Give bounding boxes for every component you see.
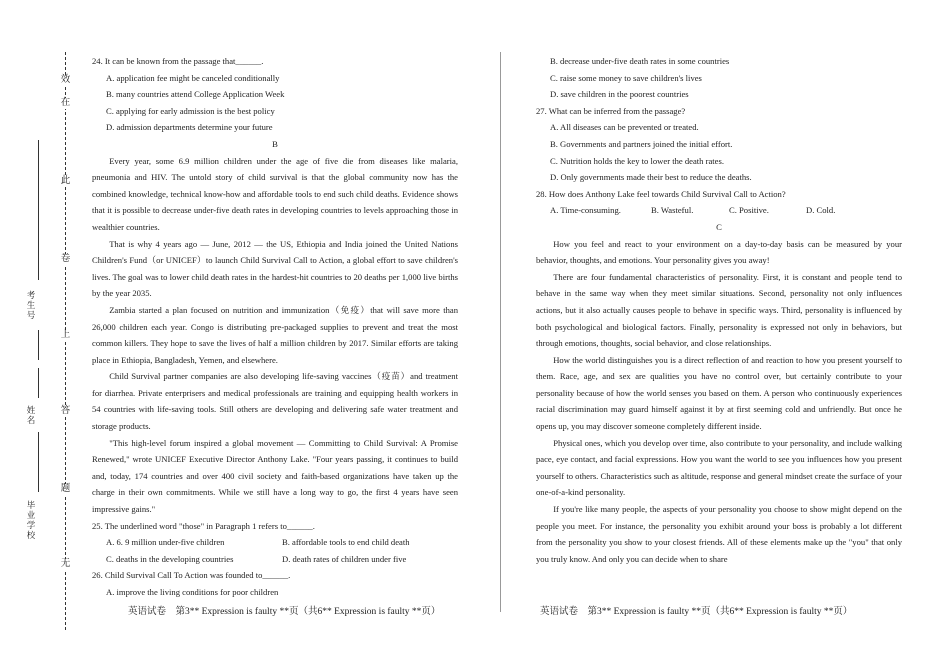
- passage-c-paragraph-4: Physical ones, which you develop over time, also contribute to your personality, and include walking pace, eye contact, and facial expressions. How you want the world to see you influences how you present yourself to others. Characteristics such as altitude, response and general mindset create the surface of your one-of-a-kind personality.: [536, 437, 902, 498]
- question-28-stem: 28. How does Anthony Lake feel towards Child Survival Call to Action?: [536, 188, 786, 199]
- question-24-stem: 24. It can be known from the passage that______.: [92, 56, 264, 66]
- passage-c-paragraph-2: There are four fundamental characteristics of personality. First, it is constant and people tend to behave in the same way when they meet similar situations. Second, personality not only influences actions, but it also actually causes people to behave in specific ways. Third, personality is influenced by both psychological and biological factors. Finally, personality is expressed not only in behaviors, but through emotions, thoughts, social behavior, and close relationships.: [536, 271, 902, 349]
- binding-fill-line: [38, 140, 39, 280]
- q24-option-c: C. applying for early admission is the best policy: [106, 105, 275, 116]
- q25-option-b: B. affordable tools to end child death: [282, 537, 410, 548]
- binding-char: 题: [60, 484, 71, 494]
- binding-fill-line: [38, 432, 39, 492]
- q26-option-b: B. decrease under-five death rates in some countries: [550, 56, 730, 66]
- left-column: [92, 53, 458, 601]
- binding-fill-line: [38, 330, 39, 360]
- passage-c-paragraph-3: How the world distinguishes you is a direct reflection of and reaction to how you present yourself to them. Race, age, and sex are qualities you have no control over, but certainly contribute to your personality because of how the world senses you based on them. A person who continuously experiences racial discrimination may guard himself against it by at first seeming cold and unfriendly. But once he opens up, you may discover someone completely different inside.: [536, 354, 902, 432]
- binding-char: 卷: [60, 254, 71, 264]
- binding-char: 答: [60, 406, 71, 416]
- q27-option-a: A. All diseases can be prevented or treated.: [550, 122, 699, 133]
- page-divider: [500, 52, 501, 612]
- passage-b-paragraph-2: That is why 4 years ago — June, 2012 — the US, Ethiopia and India joined the United Nations Children's Fund（or UNICEF）to launch Child Survival Call to Action, a global effort to save children's lives. The goal was to lower child death rates in the hardest-hit countries to 20 deaths per 1,000 live births by the year 2035.: [92, 238, 458, 299]
- school-label: 毕业学校: [26, 500, 36, 540]
- q28-options-row: [536, 202, 902, 219]
- page-footer-right: 英语试卷 第3** Expression is faulty **页（共6** Expression is faulty **页）: [540, 607, 853, 617]
- q25-option-d: D. death rates of children under five: [282, 553, 407, 564]
- binding-fill-line: [38, 368, 39, 398]
- q24-option-d: D. admission departments determine your future: [106, 122, 273, 133]
- question-26-stem: 26. Child Survival Call To Action was founded to______.: [92, 570, 291, 581]
- q24-option-a: A. application fee might be canceled conditionally: [106, 72, 280, 83]
- name-label: 姓名: [26, 405, 36, 425]
- binding-char: 无: [60, 559, 71, 569]
- question-25-stem: 25. The underlined word "those" in Paragraph 1 refers to______.: [92, 520, 315, 531]
- q26-option-c: C. raise some money to save children's lives: [550, 72, 702, 83]
- q28-option-d: D. Cold.: [806, 205, 836, 216]
- q27-option-c: C. Nutrition holds the key to lower the death rates.: [550, 155, 724, 166]
- binding-char: 此: [60, 176, 71, 186]
- q27-option-d: D. Only governments made their best to reduce the deaths.: [550, 172, 752, 183]
- passage-b-paragraph-4: Child Survival partner companies are also developing life-saving vaccines（疫苗）and treatment for diarrhea. Private enterprisers and medical professionals are training and equipping health workers in 54 countries with life-saving tools. Still others are developing and delivering safe water treatment and storage products.: [92, 371, 458, 432]
- passage-c-paragraph-5: If you're like many people, the aspects of your personality you choose to show might depend on the people you meet. For instance, the personality you exhibit around your boss is probably a lot different from the personality you show to your closest friends. All of these elements make up the "you" that only you truly know. And only you can decide when to share: [536, 504, 902, 564]
- q28-option-b: B. Wasteful.: [651, 205, 694, 216]
- binding-char: 效: [60, 75, 71, 85]
- q28-option-c: C. Positive.: [729, 205, 769, 216]
- q25-options-row: [92, 551, 458, 568]
- q25-options-row: [92, 534, 458, 551]
- binding-char: 在: [60, 98, 71, 108]
- question-27-stem: 27. What can be inferred from the passage?: [536, 105, 686, 116]
- q25-option-a: A. 6. 9 million under-five children: [106, 537, 225, 548]
- page-footer-left: 英语试卷 第3** Expression is faulty **页（共6** Expression is faulty **页）: [128, 607, 441, 617]
- q28-option-a: A. Time-consuming.: [550, 205, 621, 216]
- candidate-number-label: 考生号: [26, 290, 36, 320]
- passage-b-paragraph-3: Zambia started a plan focused on nutrition and immunization（免疫）that will save more than 26,000 children each year. Congo is distributing pre-packaged supplies to prevent and treat the most common killers. They hope to save the lives of half a million children by 2017. Similar efforts are taking place in Ethiopia, Bangladesh, Yemen, and elsewhere.: [92, 304, 458, 365]
- passage-b-paragraph-5: "This high-level forum inspired a global movement — Committing to Child Survival: A Promise Renewed," wrote UNICEF Executive Director Anthony Lake. "Four years passing, it continues to build and, today, 174 countries and over 400 civil society and faith-based organizations have taken up the charge in their own commitments. While we still have a long way to go, the first 4 years have seen impressive gains.": [92, 437, 458, 515]
- q25-option-c: C. deaths in the developing countries: [106, 553, 234, 564]
- binding-dashed-line: [65, 52, 66, 630]
- passage-c-paragraph-1: How you feel and react to your environment on a day-to-day basis can be measured by your behavior, thoughts, and emotions. Your personality gives you away!: [536, 238, 902, 266]
- q24-option-b: B. many countries attend College Application Week: [106, 89, 285, 100]
- section-c-heading: C: [716, 221, 722, 232]
- section-b-heading: B: [272, 138, 278, 149]
- q26-option-a: A. improve the living conditions for poor children: [106, 587, 279, 597]
- binding-char: 上: [60, 330, 71, 340]
- passage-b-paragraph-1: Every year, some 6.9 million children under the age of five die from diseases like malaria, pneumonia and HIV. The untold story of child survival is that the global community now has the combined knowledge, technical know-how and affordable tools to end such child deaths. Evidence shows that it is possible to decrease under-five death rates in developing countries to levels approaching those in wealthier countries.: [92, 155, 458, 232]
- right-column: [536, 53, 902, 567]
- q26-option-d: D. save children in the poorest countries: [550, 89, 689, 100]
- q27-option-b: B. Governments and partners joined the initial effort.: [550, 138, 733, 149]
